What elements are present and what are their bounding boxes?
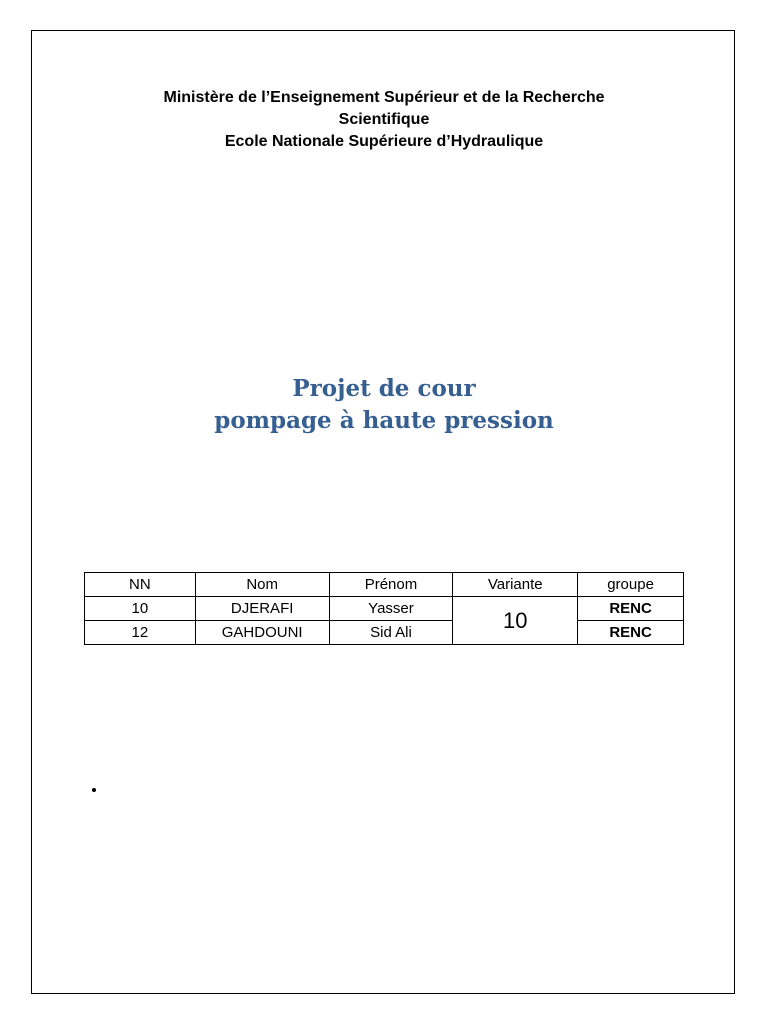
cell-prenom: Yasser xyxy=(329,597,453,621)
cell-nom: GAHDOUNI xyxy=(195,621,329,645)
cell-nom: DJERAFI xyxy=(195,597,329,621)
table-row xyxy=(85,621,684,645)
ministry-line: Ministère de l’Enseignement Supérieur et de la Recherche xyxy=(163,89,605,106)
title-line-1: Projet de cour xyxy=(292,375,476,402)
table-row xyxy=(85,597,684,621)
bullet-point xyxy=(92,788,96,792)
students-table xyxy=(84,572,684,645)
document-title xyxy=(0,373,768,437)
cell-nn: 12 xyxy=(85,621,196,645)
ministry-line-continued: Scientifique xyxy=(338,111,430,128)
page-border xyxy=(31,30,735,994)
cell-groupe: RENC xyxy=(578,597,684,621)
cell-nn: 10 xyxy=(85,597,196,621)
header-prenom: Prénom xyxy=(329,573,453,597)
cell-groupe: RENC xyxy=(578,621,684,645)
header-groupe: groupe xyxy=(578,573,684,597)
cell-variante: 10 xyxy=(453,597,578,645)
institution-header xyxy=(0,87,768,153)
header-variante: Variante xyxy=(453,573,578,597)
header-nom: Nom xyxy=(195,573,329,597)
title-line-2: pompage à haute pression xyxy=(214,407,554,434)
header-nn: NN xyxy=(85,573,196,597)
cell-prenom: Sid Ali xyxy=(329,621,453,645)
school-name: Ecole Nationale Supérieure d’Hydraulique xyxy=(224,133,544,150)
table-header-row xyxy=(85,573,684,597)
